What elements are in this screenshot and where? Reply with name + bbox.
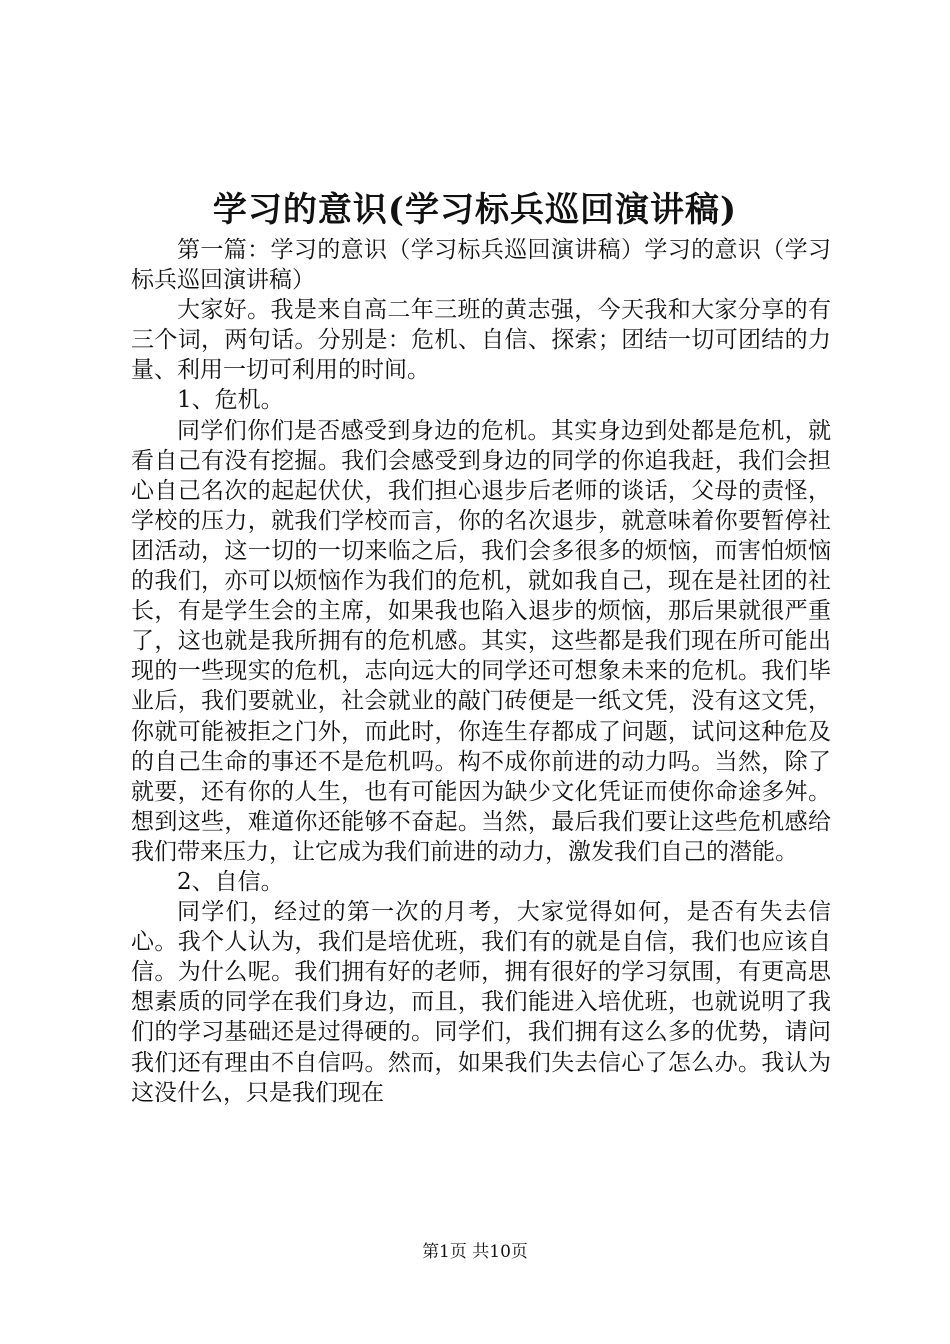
paragraph-confidence: 同学们，经过的第一次的月考，大家觉得如何，是否有失去信心。我个人认为，我们是培优班，我们有的就是自信，我们也应该自信。为什么呢。我们拥有好的老师，拥有很好的学习氛围，有更高思想素质的同学在我们身边，而且，我们能进入培优班，也就说明了我们的学习基础还是过得硬的。同学们，我们拥有这么多的优势，请问我们还有理由不自信吗。然而，如果我们失去信心了怎么办。我认为这没什么，只是我们现在 bbox=[131, 899, 831, 1106]
section-heading-crisis: 1、危机。 bbox=[177, 387, 284, 414]
paragraph-crisis: 同学们你们是否感受到身边的危机。其实身边到处都是危机，就看自己有没有挖掘。我们会感受到身边的同学的你追我赶，我们会担心自己名次的起起伏伏，我们担心退步后老师的谈话，父母的责怪，学校的压力，就我们学校而言，你的名次退步，就意味着你要暂停社团活动，这一切的一切来临之后，我们会多很多的烦恼，而害怕烦恼的我们，亦可以烦恼作为我们的危机，就如我自己，现在是社团的社长，有是学生会的主席，如果我也陷入退步的烦恼，那后果就很严重了，这也就是我所拥有的危机感。其实，这些都是我们现在所可能出现的一些现实的危机，志向远大的同学还可想象未来的危机。我们毕业后，我们要就业，社会就业的敲门砖便是一纸文凭，没有这文凭，你就可能被拒之门外，而此时，你连生存都成了问题，试问这种危及的自己生命的事还不是危机吗。构不成你前进的动力吗。当然，除了就要，还有你的人生，也有可能因为缺少文化凭证而使你命途多舛。想到这些，难道你还能够不奋起。当然，最后我们要让这些危机感给我们带来压力，让它成为我们前进的动力，激发我们自己的潜能。 bbox=[131, 417, 831, 865]
section-heading-confidence: 2、自信。 bbox=[177, 868, 284, 895]
document-title: 学习的意识(学习标兵巡回演讲稿) bbox=[212, 190, 738, 230]
paragraph-greeting: 大家好。我是来自高二年三班的黄志强，今天我和大家分享的有三个词，两句话。分别是：危机、自信、探索；团结一切可团结的力量、利用一切可利用的时间。 bbox=[131, 297, 831, 384]
paragraph-intro: 第一篇：学习的意识（学习标兵巡回演讲稿）学习的意识（学习标兵巡回演讲稿） bbox=[131, 237, 831, 294]
document-body bbox=[131, 235, 831, 1108]
page-number-footer: 第1页 共10页 bbox=[422, 1242, 528, 1262]
